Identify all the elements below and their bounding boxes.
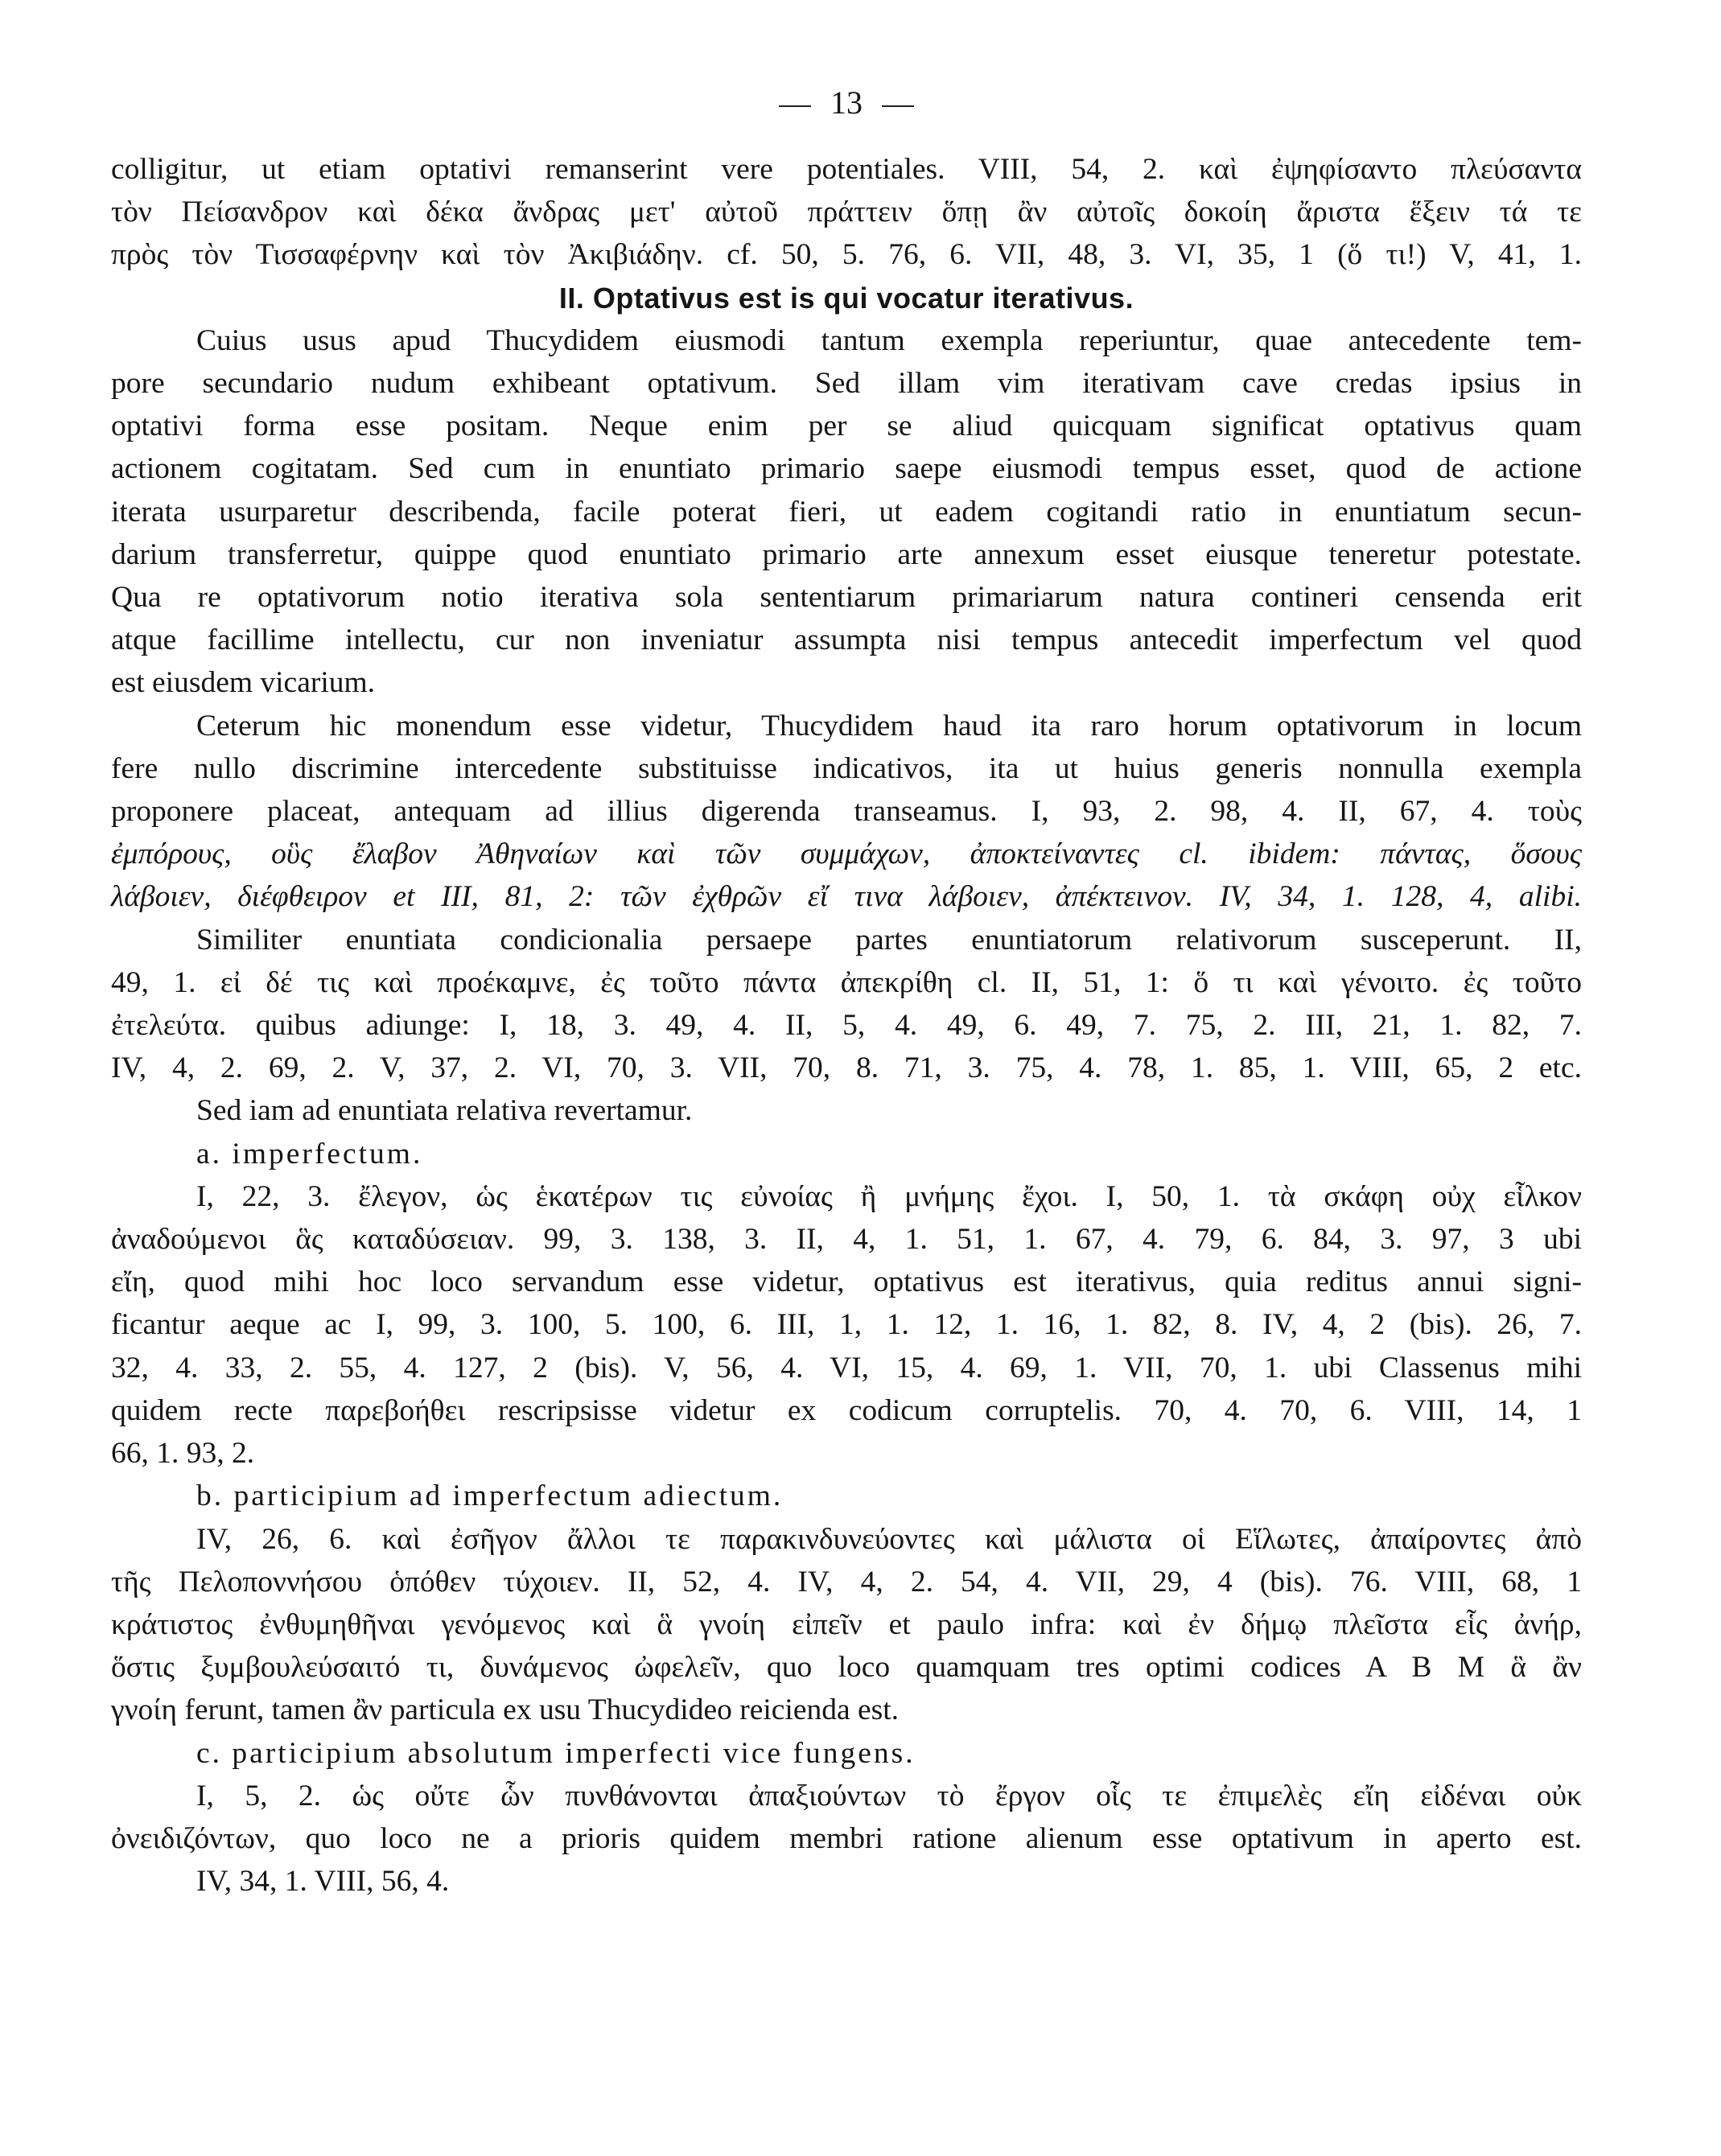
- subheading-c: c. participium absolutum imperfecti vice fungens.: [196, 1736, 916, 1770]
- text-line: Qua re optativorum notio iterativa sola sententiarum primariarum natura contineri censenda erit: [111, 581, 1582, 615]
- paragraph-6: [111, 1175, 1582, 1475]
- text-line: iterata usurparetur describenda, facile poterat fieri, ut eadem cogitandi ratio in enuntiatum secun-: [111, 495, 1582, 529]
- text-line: optativi forma esse positam. Neque enim per se aliud quicquam significat optativus quam: [111, 409, 1582, 443]
- text-line: ἐμπόρους, οὓς ἔλαβον Ἀθηναίων καὶ τῶν συμμάχων, ἀποκτείναντες cl. ibidem: πάντας, ὅσους: [111, 837, 1582, 871]
- text-line: colligitur, ut etiam optativi remanserint vere potentiales. VIII, 54, 2. καὶ ἐψηφίσαντο πλεύσαντα: [111, 153, 1582, 186]
- text-line: λάβοιεν, διέφθειρον et III, 81, 2: τῶν ἐχθρῶν εἴ τινα λάβοιεν, ἀπέκτεινον. IV, 34, 1. 128, 4, alibi.: [111, 880, 1582, 914]
- text-line: IV, 34, 1. VIII, 56, 4.: [196, 1865, 450, 1899]
- dash-right: [882, 105, 914, 107]
- text-line: proponere placeat, antequam ad illius digerenda transeamus. I, 93, 2. 98, 4. II, 67, 4. τοὺς: [111, 795, 1582, 829]
- text-line: I, 5, 2. ὡς οὔτε ὧν πυνθάνονται ἀπαξιούντων τὸ ἔργον οἷς τε ἐπιμελὲς εἴη εἰδέναι οὐκ: [196, 1779, 1582, 1812]
- text-line: γνοίη ferunt, tamen ἂν particula ex usu Thucydideo reicienda est.: [111, 1693, 900, 1727]
- text-line: fere nullo discrimine intercedente substituisse indicativos, ita ut huius generis nonnulla exempla: [111, 751, 1582, 785]
- text-line: Ceterum hic monendum esse videtur, Thucydidem haud ita raro horum optativorum in locum: [196, 709, 1582, 743]
- text-line: κράτιστος ἐνθυμηθῆναι γενόμενος καὶ ἃ γνοίη εἰπεῖν et paulo infra: καὶ ἐν δήμῳ πλεῖστα εἷς ἀνήρ,: [111, 1607, 1582, 1641]
- text-line: atque facillime intellectu, cur non inveniatur assumpta nisi tempus antecedit imperfectum vel quod: [111, 623, 1582, 657]
- text-line: ἐτελεύτα. quibus adiunge: I, 18, 3. 49, 4. II, 5, 4. 49, 6. 49, 7. 75, 2. III, 21, 1. 82, 7.: [111, 1009, 1582, 1043]
- text-line: IV, 4, 2. 69, 2. V, 37, 2. VI, 70, 3. VII, 70, 8. 71, 3. 75, 4. 78, 1. 85, 1. VIII, 65, 2 etc.: [111, 1051, 1582, 1085]
- paragraph-7: [111, 1518, 1582, 1732]
- page-number-text: 13: [830, 84, 863, 121]
- text-line: I, 22, 3. ἔλεγον, ὡς ἑκατέρων τις εὐνοίας ἢ μνήμης ἔχοι. I, 50, 1. τὰ σκάφη οὐχ εἷλκον: [196, 1179, 1582, 1213]
- paragraph-2: [111, 319, 1582, 705]
- text-line: 49, 1. εἰ δέ τις καὶ προέκαμνε, ἐς τοῦτο πάντα ἀπεκρίθη cl. II, 51, 1: ὅ τι καὶ γένοιτο. ἐς τοῦτο: [111, 965, 1582, 999]
- text-line: τῆς Πελοποννήσου ὁπόθεν τύχοιεν. II, 52, 4. IV, 4, 2. 54, 4. VII, 29, 4 (bis). 76. VIII, 68, 1: [111, 1565, 1582, 1598]
- text-line: pore secundario nudum exhibeant optativum. Sed illam vim iterativam cave credas ipsius in: [111, 367, 1582, 401]
- text-line: τὸν Πείσανδρον καὶ δέκα ἄνδρας μετ' αὐτοῦ πράττειν ὅπῃ ἂν αὐτοῖς δοκοίη ἄριστα ἕξειν τά τε: [111, 195, 1582, 229]
- text-line: est eiusdem vicarium.: [111, 666, 376, 700]
- paragraph-1: [111, 148, 1582, 277]
- text-line: ὀνειδιζόντων, quo loco ne a prioris quidem membri ratione alienum esse optativum in aperto est.: [111, 1821, 1582, 1855]
- paragraph-3: [111, 705, 1582, 919]
- text-line: ἀναδούμενοι ἃς καταδύσειαν. 99, 3. 138, 3. II, 4, 1. 51, 1. 67, 4. 79, 6. 84, 3. 97, 3 ubi: [111, 1223, 1582, 1257]
- text-line: darium transferretur, quippe quod enuntiato primario arte annexum esset eiusque teneretur potestate.: [111, 537, 1582, 571]
- text-line: πρὸς τὸν Τισσαφέρνην καὶ τὸν Ἀκιβιάδην. cf. 50, 5. 76, 6. VII, 48, 3. VI, 35, 1 (ὅ τι!) V, 41, 1.: [111, 238, 1582, 272]
- document-page: [111, 80, 1582, 1903]
- text-line: 32, 4. 33, 2. 55, 4. 127, 2 (bis). V, 56, 4. VI, 15, 4. 69, 1. VII, 70, 1. ubi Classenus mihi: [111, 1351, 1582, 1385]
- text-line: Similiter enuntiata condicionalia persaepe partes enuntiatorum relativorum susceperunt. II,: [196, 923, 1582, 957]
- text-line: Cuius usus apud Thucydidem eiusmodi tantum exempla reperiuntur, quae antecedente tem-: [196, 323, 1582, 357]
- paragraph-8: [111, 1775, 1582, 1903]
- dash-left: [779, 105, 811, 107]
- paragraph-5: Sed iam ad enuntiata relativa revertamur.: [196, 1094, 693, 1128]
- text-line: actionem cogitatam. Sed cum in enuntiato primario saepe eiusmodi tempus esset, quod de actione: [111, 452, 1582, 486]
- subheading-b: b. participium ad imperfectum adiectum.: [196, 1479, 784, 1513]
- text-line: IV, 26, 6. καὶ ἐσῆγον ἄλλοι τε παρακινδυνεύοντες καὶ μάλιστα οἱ Εἵλωτες, ἀπαίροντες ἀπὸ: [196, 1522, 1582, 1556]
- text-line: ὅστις ξυμβουλεύσαιτό τι, δυνάμενος ὠφελεῖν, quo loco quamquam tres optimi codices A B M ἃ ἂν: [111, 1651, 1582, 1685]
- subheading-a: a. imperfectum.: [196, 1137, 423, 1171]
- text-line: ficantur aeque ac I, 99, 3. 100, 5. 100, 6. III, 1, 1. 12, 1. 16, 1. 82, 8. IV, 4, 2 (bis). 26, 7.: [111, 1308, 1582, 1342]
- text-line: εἴη, quod mihi hoc loco servandum esse videtur, optativus est iterativus, quia reditus annui signi-: [111, 1265, 1582, 1299]
- section-heading: II. Optativus est is qui vocatur iterativus.: [558, 281, 1134, 315]
- text-line: quidem recte παρεβοήθει rescripsisse videtur ex codicum corruptelis. 70, 4. 70, 6. VIII, 14, 1: [111, 1393, 1582, 1427]
- text-line: 66, 1. 93, 2.: [111, 1437, 255, 1471]
- page-number: [111, 80, 1582, 148]
- paragraph-4: [111, 919, 1582, 1090]
